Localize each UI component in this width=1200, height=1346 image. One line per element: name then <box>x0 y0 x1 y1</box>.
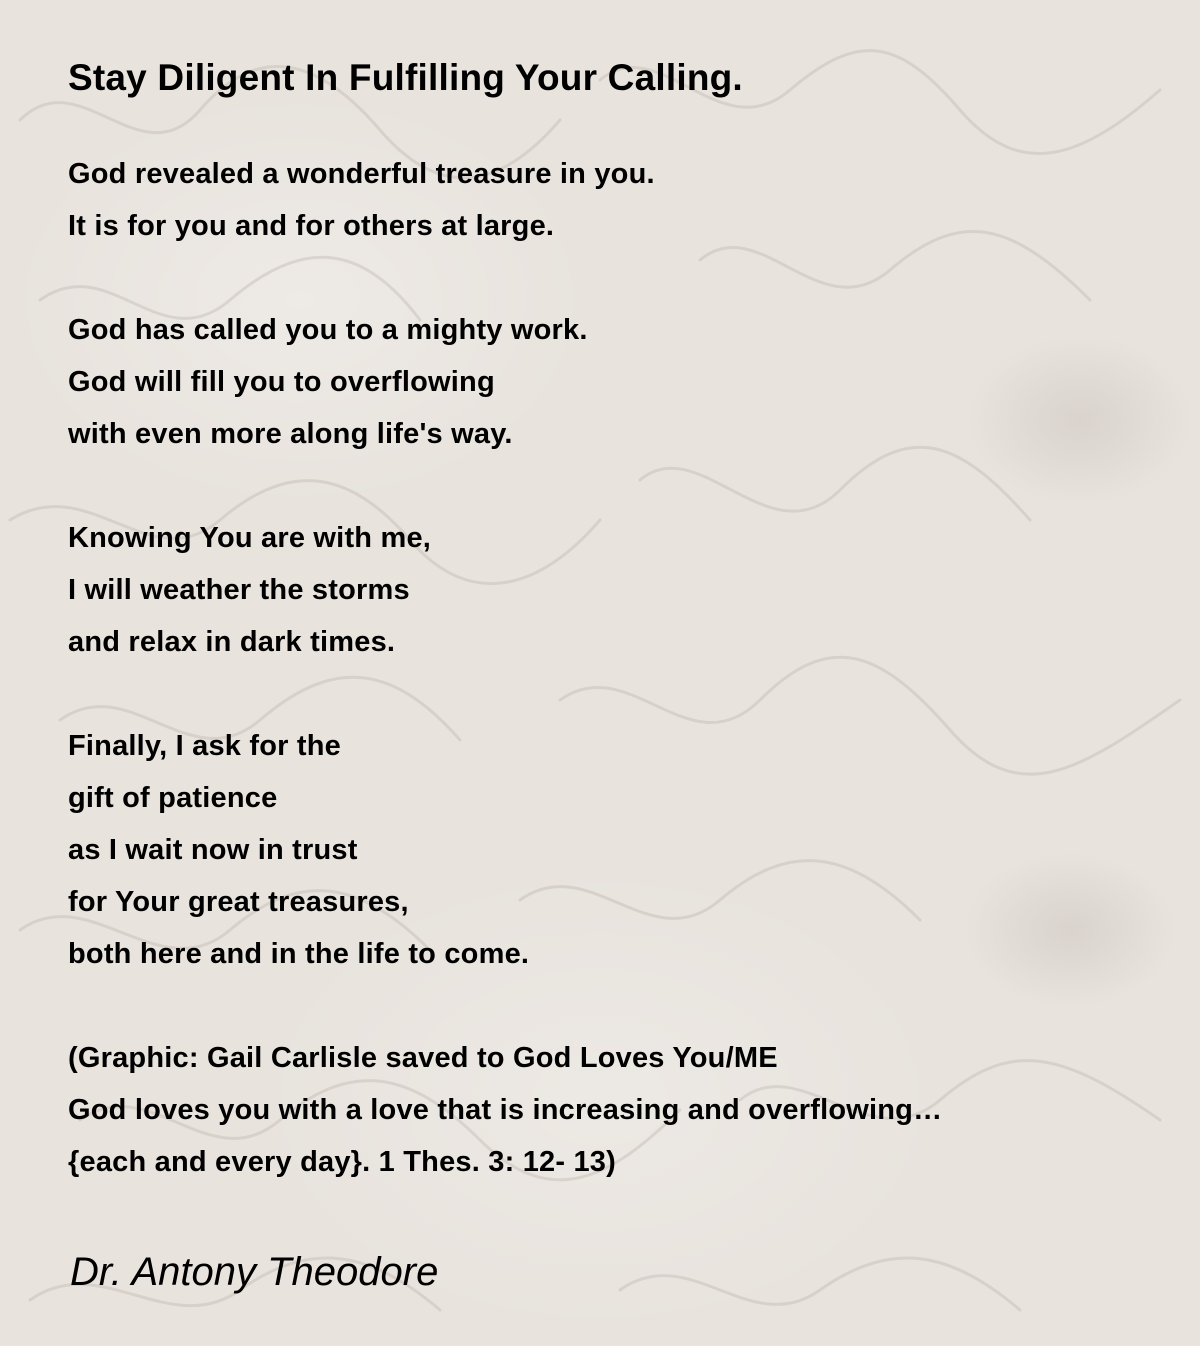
poem-line: with even more along life's way. <box>68 418 513 450</box>
poem-line: Finally, I ask for the <box>68 730 341 762</box>
poem-author: Dr. Antony Theodore <box>70 1250 439 1294</box>
poem-line: God has called you to a mighty work. <box>68 314 588 346</box>
poem-title: Stay Diligent In Fulfilling Your Calling. <box>68 57 743 98</box>
poem-line: gift of patience <box>68 782 278 814</box>
poem-line: God will fill you to overflowing <box>68 366 495 398</box>
poem-line: I will weather the storms <box>68 574 410 606</box>
poem-stanza <box>68 720 1148 980</box>
poem-line: God loves you with a love that is increasing and overflowing… <box>68 1094 943 1126</box>
poem-line: Knowing You are with me, <box>68 522 432 554</box>
poem-stanza <box>68 512 1148 668</box>
poem-stanza <box>68 1032 1148 1188</box>
poem-line: It is for you and for others at large. <box>68 210 555 242</box>
poem-line: God revealed a wonderful treasure in you. <box>68 158 655 190</box>
poem-line: for Your great treasures, <box>68 886 409 918</box>
poem-stanza <box>68 148 1148 252</box>
poem-line: as I wait now in trust <box>68 834 358 866</box>
poem-line: and relax in dark times. <box>68 626 396 658</box>
poem-body <box>68 148 1148 1188</box>
poem-stanza <box>68 304 1148 460</box>
poem-line: both here and in the life to come. <box>68 938 530 970</box>
poem-line: {each and every day}. 1 Thes. 3: 12- 13) <box>68 1146 616 1178</box>
poem-line: (Graphic: Gail Carlisle saved to God Loves You/ME <box>68 1042 778 1074</box>
poem-content <box>68 52 1148 1240</box>
